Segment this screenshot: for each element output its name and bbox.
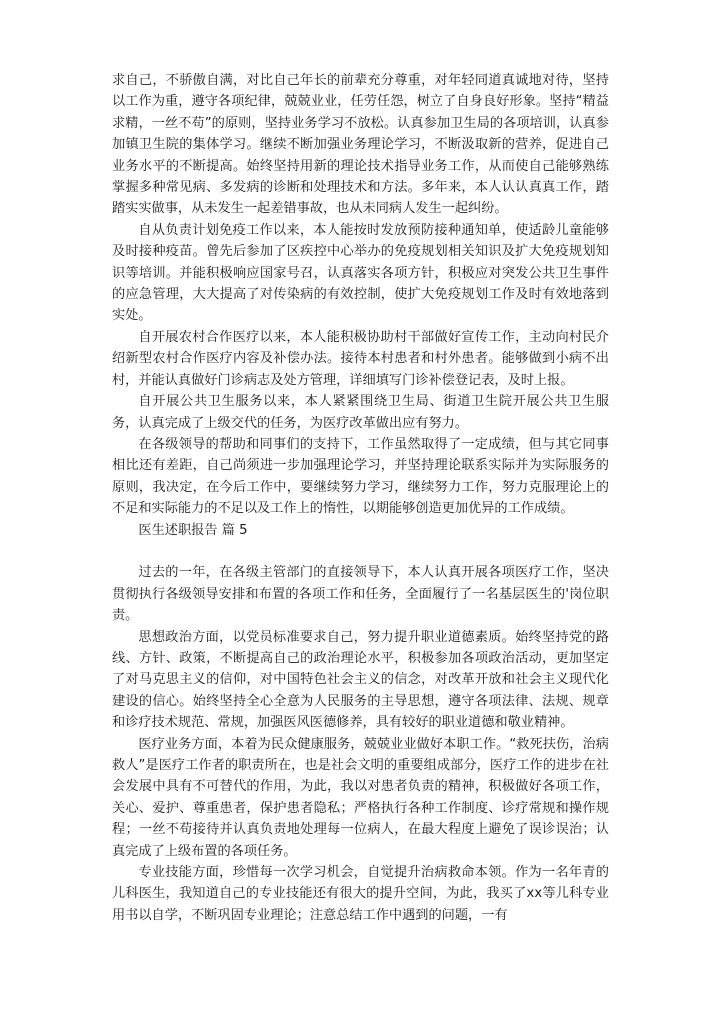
paragraph-medical-practice: 医疗业务方面，本着为民众健康服务，兢兢业业做好本职工作。“救死扶伤，治病救人”是医疗工作者的职责所在，也是社会文明的重要组成部分，医疗工作的进步在社会发展中具有不可替代的作用，为此，我以对患者负责的精神，积极做好各项工作，关心、爱护、尊重患者，保护患者隐私；严格执行各种工作制度、诊疗常规和操作规程；一丝不苟接待并认真负责地处理每一位病人，在最大程度上避免了误诊误治；认真完成了上级布置的各项任务。: [112, 736, 609, 859]
paragraph-immunization-work: 自从负责计划免疫工作以来，本人能按时发放预防接种通知单，使适龄儿童能够及时接种疫苗。曾先后参加了区疾控中心举办的免疫规划相关知识及扩大免疫规划知识等培训。并能积极响应国家号召，认真落实各项方针，积极应对突发公共卫生事件的应急管理，大大提高了对传染病的有效控制，使扩大免疫规划工作及时有效地落到实处。: [112, 222, 609, 324]
paragraph-public-health-service: 自开展公共卫生服务以来，本人紧紧围绕卫生局、街道卫生院开展公共卫生服务，认真完成了上级交代的任务，为医疗改革做出应有努力。: [112, 394, 609, 431]
paragraph-professional-skills: 专业技能方面，珍惜每一次学习机会，自觉提升治病救命本领。作为一名年青的儿科医生，我知道自己的专业技能还有很大的提升空间，为此，我买了xx等儿科专业用书以自学，不断巩固专业理论；注意总结工作中遇到的问题，一有: [112, 865, 609, 923]
section-spacer: [112, 541, 609, 562]
document-page: [112, 70, 609, 926]
paragraph-year-overview: 过去的一年，在各级主管部门的直接领导下，本人认真开展各项医疗工作，坚决贯彻执行各级领导安排和布置的各项工作和任务，全面履行了一名基层医生的'岗位职责。: [112, 565, 609, 624]
paragraph-summary-and-resolution: 在各级领导的帮助和同事们的支持下，工作虽然取得了一定成绩，但与其它同事相比还有差距，自己尚须进一步加强理论学习，并坚持理论联系实际并为实际服务的原则，我决定，在今后工作中，要继续努力学习，继续努力工作，努力克服理论上的不足和实际能力的不足以及工作上的惰性，以期能够创造更加优异的工作成绩。: [112, 436, 609, 517]
paragraph-integrity-and-study: 求自己，不骄傲自满，对比自己年长的前辈充分尊重，对年轻同道真诚地对待，坚持以工作为重，遵守各项纪律，兢兢业业，任劳任怨，树立了自身良好形象。坚持“精益求精，一丝不苟”的原则，坚持业务学习不放松。认真参加卫生局的各项培训，认真参加镇卫生院的集体学习。继续不断加强业务理论学习，不断汲取新的营养，促进自己业务水平的不断提高。始终坚持用新的理论技术指导业务工作，从而使自己能够熟练掌握多种常见病、多发病的诊断和处理技术和方法。多年来，本人认认真真工作，踏踏实实做事，从未发生一起差错事故，也从未同病人发生一起纠纷。: [112, 73, 609, 217]
paragraph-political-thought: 思想政治方面，以党员标准要求自己，努力提升职业道德素质。始终坚持党的路线、方针、政策，不断提高自己的政治理论水平，积极参加各项政治活动，更加坚定了对马克思主义的信仰，对中国特色社会主义的信念，对改革开放和社会主义现代化建设的信心。始终坚持全心全意为人民服务的主导思想，遵守各项法律、法规、规章和诊疗技术规范、常规，加强医风医德修养，具有较好的职业道德和敬业精神。: [112, 629, 609, 731]
paragraph-cooperative-medical-care: 自开展农村合作医疗以来，本人能积极协助村干部做好宣传工作，主动向村民介绍新型农村合作医疗内容及补偿办法。接待本村患者和村外患者。能够做到小病不出村，并能认真做好门诊病志及处方管理，详细填写门诊补偿登记表，及时上报。: [112, 329, 609, 388]
section-heading: 医生述职报告 篇 5: [138, 522, 248, 538]
